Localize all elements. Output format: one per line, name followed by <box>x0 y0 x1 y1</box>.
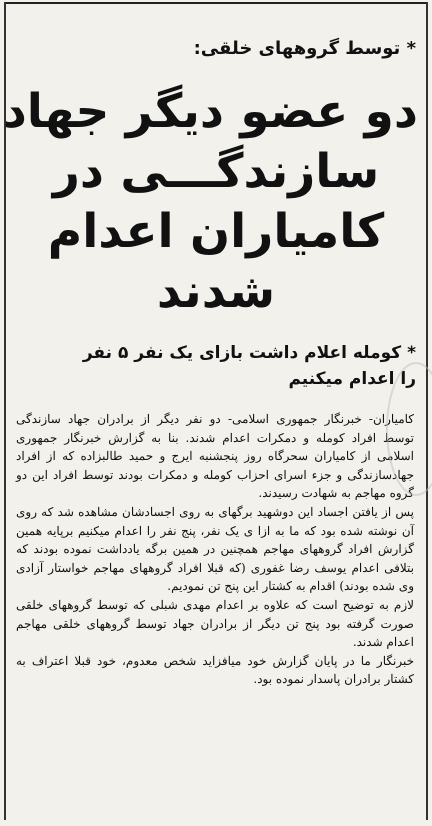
headline-line: سازندگـــی در <box>52 144 380 199</box>
paragraph: خبرنگار ما در پایان گزارش خود میافزاید شخص معدوم، خود قبلا اعتراف به کشتار برادران پاسدار نموده بود. <box>16 653 414 687</box>
kicker: * توسط گروههای خلقی: <box>193 38 416 59</box>
headline-line: دو عضو دیگر جهاد <box>2 84 418 139</box>
paragraph: کامیاران- خبرنگار جمهوری اسلامی- دو نفر دیگر از برادران جهاد سازندگی توسط افراد کومله و دمکرات اعدام شدند. بنا به گزارش خبرنگار جمهوری اسلامی از کامیاران سحرگاه روز پنجشنبه ایرج و حمید طالبزاده که از افراد جهادسازندگی و جزء اسرای احزاب کومله و دمکرات بودند توسط افراد این دو گروه مهاجم به شهادت رسیدند. <box>16 412 414 501</box>
top-rule <box>4 2 428 4</box>
headline-line: کامیاران اعدام <box>47 204 385 259</box>
headline-line: شدند <box>156 264 276 319</box>
subhead-line: * کومله اعلام داشت بازای یک نفر ۵ نفر <box>82 343 416 363</box>
subheadline <box>16 340 416 392</box>
subhead-line: را اعدام میکنیم <box>288 369 416 389</box>
headline <box>2 82 418 322</box>
paragraph: لازم به توضیح است که علاوه بر اعدام مهدی شبلی که توسط گروههای خلقی صورت گرفته بود پنج تن دیگر از برادران جهاد توسط گروههای خلقی مهاجم اعدام شدند. <box>16 597 414 650</box>
article-body <box>16 410 414 689</box>
paragraph: پس از یافتن اجساد این دوشهید برگهای به روی اجسادشان مشاهده شد که روی آن نوشته شده بود که ما به ازا ی یک نفر، پنج نفر را اعدام میکنیم برپایه همین گزارش افراد گروههای مهاجم همچنین در همین برگه یادداشت نموده بودند که بتلافی اعدام یوسف رضا غفوری (که قبلا افراد گروههای مهاجم خواستار آزادی وی شده بودند) اقدام به کشتار این پنج تن نمودیم. <box>16 504 414 594</box>
